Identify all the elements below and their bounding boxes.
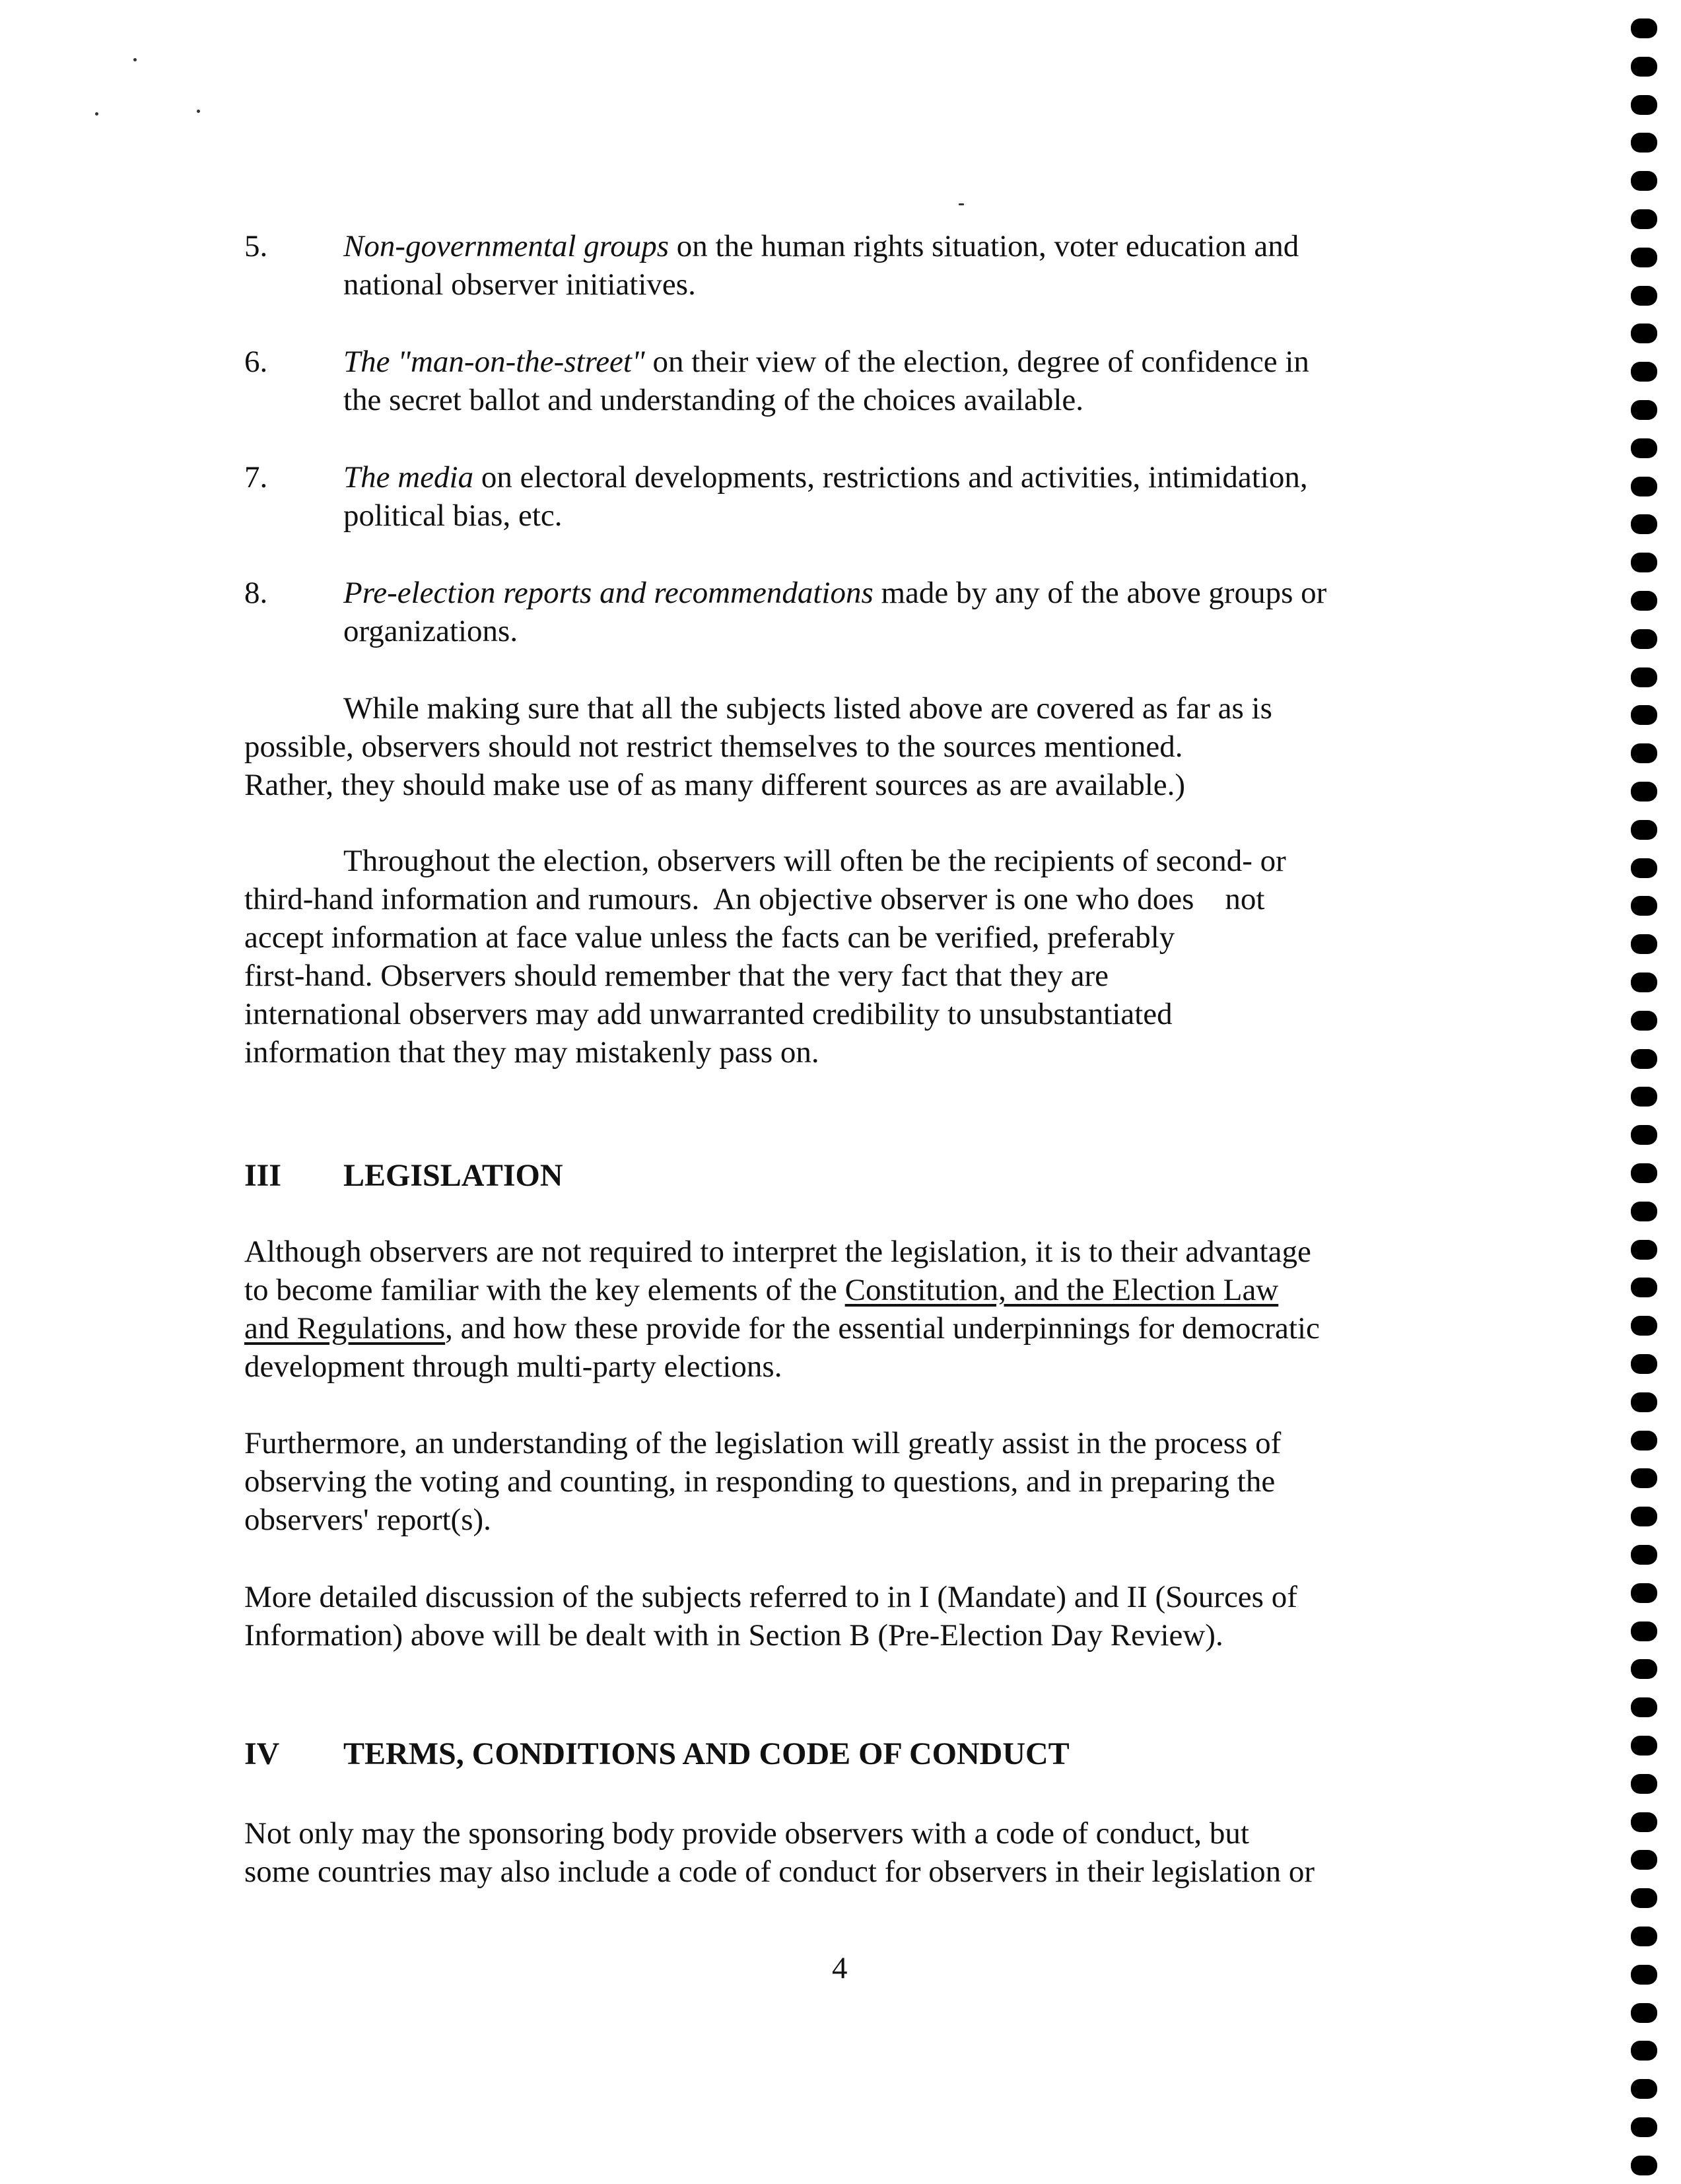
binding-hole: [1631, 1583, 1657, 1603]
binding-hole: [1631, 2041, 1657, 2061]
binding-hole: [1631, 514, 1657, 534]
list-item-text: organizations.: [343, 614, 518, 648]
section-title: LEGISLATION: [343, 1158, 563, 1193]
binding-hole: [1631, 667, 1657, 687]
list-item-lead: The "man-on-the-street": [343, 345, 645, 379]
binding-hole: [1631, 2117, 1657, 2137]
binding-hole: [1631, 477, 1657, 496]
binding-hole: [1631, 896, 1657, 916]
binding-hole: [1631, 133, 1657, 153]
list-item-number: 7.: [244, 460, 268, 495]
binding-hole: [1631, 248, 1657, 267]
binding-hole: [1631, 1888, 1657, 1908]
binding-hole: [1631, 2003, 1657, 2023]
binding-hole: [1631, 1736, 1657, 1756]
binding-hole: [1631, 1049, 1657, 1069]
binding-hole: [1631, 2079, 1657, 2099]
paragraph-detailed-discussion: More detailed discussion of the subjects referred to in I (Mandate) and II (Sources of Information) above will be dealt with in Section B (Pre-Election Day Review).: [244, 1580, 1297, 1653]
list-item-number: 5.: [244, 229, 268, 263]
binding-hole: [1631, 286, 1657, 306]
binding-hole: [1631, 743, 1657, 763]
binding-hole: [1631, 1125, 1657, 1145]
list-item-text: on electoral developments, restrictions and activities, intimidation,: [473, 460, 1308, 495]
binding-hole: [1631, 2156, 1657, 2175]
list-item-text: on the human rights situation, voter education and: [669, 229, 1299, 263]
list-item-text: national observer initiatives.: [343, 267, 696, 302]
binding-hole: [1631, 973, 1657, 992]
binding-hole: [1631, 171, 1657, 191]
binding-hole: [1631, 1392, 1657, 1412]
binding-hole: [1631, 1850, 1657, 1870]
binding-hole: [1631, 1202, 1657, 1221]
binding-hole: [1631, 1507, 1657, 1526]
scan-speck: [133, 58, 137, 61]
paragraph-code-of-conduct: Not only may the sponsoring body provide observers with a code of conduct, but some countries may also include a code of conduct for observers in their legislation or: [244, 1816, 1315, 1889]
binding-hole: [1631, 1545, 1657, 1565]
section-title: TERMS, CONDITIONS AND CODE OF CONDUCT: [343, 1736, 1070, 1771]
scan-speck: [95, 112, 98, 116]
binding-hole: [1631, 1240, 1657, 1260]
scan-speck: [959, 203, 964, 205]
binding-hole: [1631, 400, 1657, 420]
section-number: III: [244, 1158, 282, 1193]
binding-hole: [1631, 934, 1657, 954]
binding-hole: [1631, 57, 1657, 77]
binding-hole: [1631, 820, 1657, 840]
binding-hole: [1631, 1927, 1657, 1946]
binding-hole: [1631, 1278, 1657, 1297]
binding-hole: [1631, 1011, 1657, 1031]
underlined-reference: Constitution, and the Election Law: [844, 1273, 1279, 1307]
binding-hole: [1631, 705, 1657, 725]
list-item-number: 6.: [244, 345, 268, 379]
paragraph-legislation: Although observers are not required to interpret the legislation, it is to their advantage to become familiar with the key elements of the Constitution, and the Election Law and Regulations, and how these provide for the essential underpinnings for democratic development through multi-party elections.: [244, 1235, 1320, 1384]
list-item-lead: The media: [343, 460, 474, 495]
list-item-text: political bias, etc.: [343, 498, 563, 533]
binding-hole: [1631, 324, 1657, 343]
list-item-lead: Non-governmental groups: [343, 229, 669, 263]
binding-hole: [1631, 782, 1657, 802]
list-item-text: the secret ballot and understanding of the choices available.: [343, 383, 1084, 417]
binding-hole: [1631, 858, 1657, 878]
list-item-lead: Pre-election reports and recommendations: [343, 576, 874, 610]
binding-hole: [1631, 1621, 1657, 1641]
binding-hole: [1631, 1431, 1657, 1450]
binding-holes: [1631, 18, 1660, 2184]
list-item-text: on their view of the election, degree of confidence in: [644, 345, 1309, 379]
paragraph-objective-observer: Throughout the election, observers will often be the recipients of second- or third-hand information and rumours. An objective observer is one who does not accept information at face value unless the facts can be verified, preferably first-hand. Observers should remember that the very fact that they are international observers may add unwarranted credibility to unsubstantiated information that they may mistakenly pass on.: [244, 844, 1286, 1070]
binding-hole: [1631, 95, 1657, 115]
binding-hole: [1631, 1697, 1657, 1717]
binding-hole: [1631, 1812, 1657, 1832]
binding-hole: [1631, 1468, 1657, 1488]
binding-hole: [1631, 1354, 1657, 1374]
binding-hole: [1631, 18, 1657, 38]
binding-hole: [1631, 1774, 1657, 1794]
binding-hole: [1631, 438, 1657, 458]
list-item-number: 8.: [244, 576, 268, 610]
binding-hole: [1631, 209, 1657, 229]
page-number: 4: [832, 1951, 848, 1985]
binding-hole: [1631, 1659, 1657, 1679]
binding-hole: [1631, 553, 1657, 572]
paragraph-sources: While making sure that all the subjects listed above are covered as far as is possible, observers should not restrict themselves to the sources mentioned. Rather, they should make use of as many different sources as are available.): [244, 691, 1272, 802]
binding-hole: [1631, 629, 1657, 649]
list-item-text: made by any of the above groups or: [873, 576, 1327, 610]
binding-hole: [1631, 591, 1657, 611]
section-number: IV: [244, 1736, 280, 1771]
binding-hole: [1631, 1965, 1657, 1985]
binding-hole: [1631, 1316, 1657, 1336]
paragraph-furthermore: Furthermore, an understanding of the legislation will greatly assist in the process of observing the voting and counting, in responding to questions, and in preparing the observers' report(s).: [244, 1426, 1282, 1537]
scan-speck: [197, 110, 200, 113]
underlined-reference: and Regulations: [244, 1311, 446, 1346]
binding-hole: [1631, 1087, 1657, 1107]
binding-hole: [1631, 362, 1657, 382]
binding-hole: [1631, 1163, 1657, 1183]
